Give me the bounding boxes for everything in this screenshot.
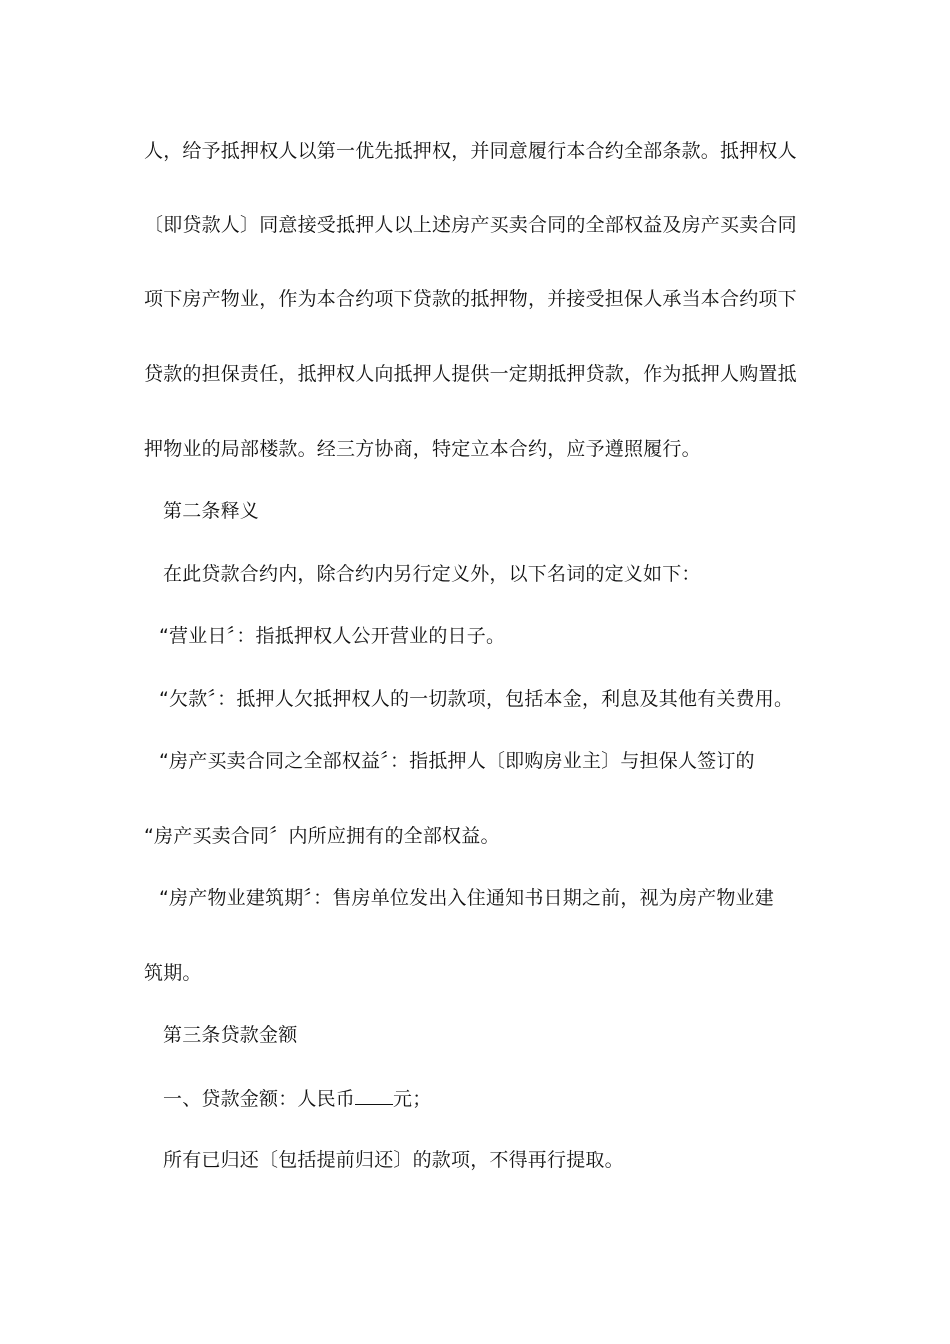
para1-line-1: 人，给予抵押权人以第一优先抵押权，并同意履行本合约全部条款。抵押权人	[144, 140, 797, 162]
para1-line-3: 项下房产物业，作为本合约项下贷款的抵押物，并接受担保人承当本合约项下	[144, 288, 797, 310]
article2-heading: 第二条释义	[163, 500, 260, 522]
para1-line-5: 押物业的局部楼款。经三方协商，特定立本合约，应予遵照履行。	[144, 438, 701, 460]
definition-construction-period-line-2: 筑期。	[144, 962, 202, 984]
article2-intro: 在此贷款合约内，除合约内另行定义外，以下名词的定义如下：	[163, 563, 701, 585]
definition-contract-rights-line-2: “房产买卖合同〞内所应拥有的全部权益。	[144, 825, 500, 847]
loan-amount-suffix: 元；	[393, 1088, 432, 1110]
loan-amount-blank	[355, 1086, 393, 1105]
definition-business-day: “营业日〞：指抵押权人公开营业的日子。	[159, 625, 506, 647]
loan-amount-prefix: 一、贷款金额：人民币	[163, 1088, 356, 1110]
definition-contract-rights-line-1: “房产买卖合同之全部权益〞：指抵押人〔即购房业主〕与担保人签订的	[159, 750, 755, 772]
definition-construction-period-line-1: “房产物业建筑期〞：售房单位发出入住通知书日期之前，视为房产物业建	[159, 887, 774, 909]
loan-amount-line	[163, 1086, 431, 1111]
definition-debt: “欠款〞：抵押人欠抵押权人的一切款项，包括本金，利息及其他有关费用。	[159, 688, 794, 710]
article3-heading: 第三条贷款金额	[163, 1024, 298, 1046]
repayment-note: 所有已归还〔包括提前归还〕的款项，不得再行提取。	[163, 1149, 624, 1171]
para1-line-2: 〔即贷款人〕同意接受抵押人以上述房产买卖合同的全部权益及房产买卖合同	[144, 214, 797, 236]
para1-line-4: 贷款的担保责任，抵押权人向抵押人提供一定期抵押贷款，作为抵押人购置抵	[144, 363, 797, 385]
